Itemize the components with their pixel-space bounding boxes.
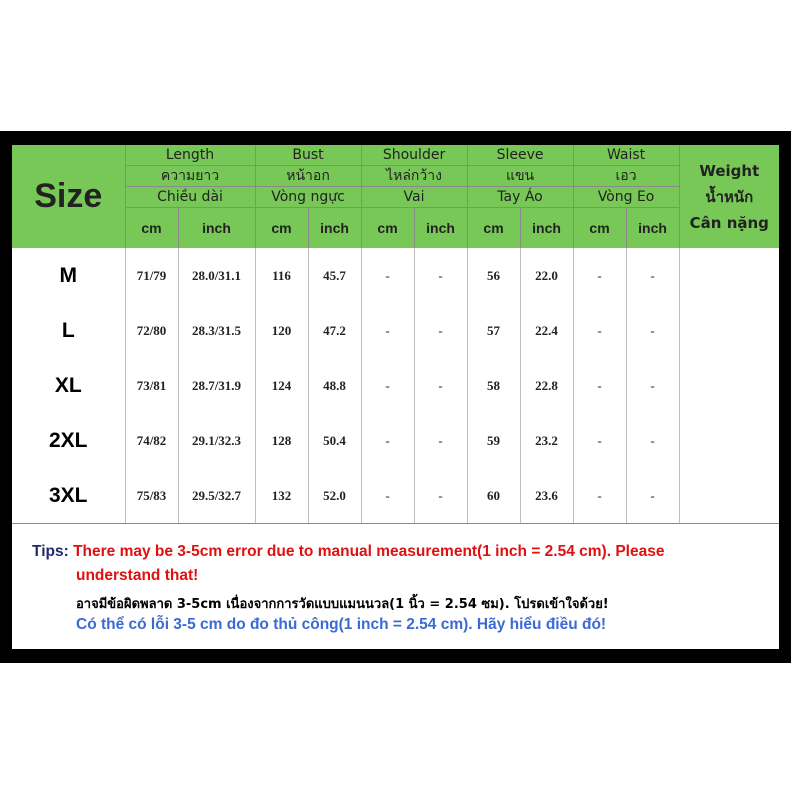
shoulder-inch-cell: - xyxy=(414,413,467,468)
weight-cell xyxy=(679,303,779,358)
waist-inch-cell: - xyxy=(626,248,679,303)
length-header-vi: Chiều dài xyxy=(125,187,255,208)
bust-header-th: หน้าอก xyxy=(255,166,361,187)
sleeve-cm-cell: 59 xyxy=(467,413,520,468)
size-chart-table xyxy=(12,145,779,524)
length-inch-unit: inch xyxy=(178,208,255,249)
bust-header-en: Bust xyxy=(255,145,361,166)
length-cm-cell: 72/80 xyxy=(125,303,178,358)
bust-inch-cell: 48.8 xyxy=(308,358,361,413)
table-row xyxy=(12,468,779,524)
sleeve-inch-cell: 22.8 xyxy=(520,358,573,413)
bust-inch-cell: 45.7 xyxy=(308,248,361,303)
sleeve-inch-cell: 23.6 xyxy=(520,468,573,524)
tips-english-line-1: There may be 3-5cm error due to manual measurement(1 inch = 2.54 cm). Please xyxy=(73,543,665,560)
shoulder-inch-unit: inch xyxy=(414,208,467,249)
bust-cm-cell: 116 xyxy=(255,248,308,303)
shoulder-inch-cell: - xyxy=(414,303,467,358)
bust-inch-cell: 47.2 xyxy=(308,303,361,358)
bust-inch-unit: inch xyxy=(308,208,361,249)
length-inch-cell: 29.5/32.7 xyxy=(178,468,255,524)
length-header-en: Length xyxy=(125,145,255,166)
length-inch-cell: 28.7/31.9 xyxy=(178,358,255,413)
sleeve-cm-unit: cm xyxy=(467,208,520,249)
sleeve-cm-cell: 60 xyxy=(467,468,520,524)
sleeve-inch-unit: inch xyxy=(520,208,573,249)
shoulder-inch-cell: - xyxy=(414,358,467,413)
bust-cm-cell: 124 xyxy=(255,358,308,413)
size-label: XL xyxy=(12,358,125,413)
length-inch-cell: 28.0/31.1 xyxy=(178,248,255,303)
waist-cm-cell: - xyxy=(573,468,626,524)
waist-header-th: เอว xyxy=(573,166,679,187)
sleeve-inch-cell: 22.0 xyxy=(520,248,573,303)
tips-thai-line: อาจมีข้อผิดพลาด 3-5cm เนื่องจากการวัดแบบแมนนวล(1 นิ้ว = 2.54 ซม). โปรดเข้าใจด้วย! xyxy=(76,597,609,612)
table-row xyxy=(12,303,779,358)
tips-english-line-2: understand that! xyxy=(76,567,199,584)
bust-inch-cell: 52.0 xyxy=(308,468,361,524)
bust-cm-cell: 120 xyxy=(255,303,308,358)
size-label: M xyxy=(12,248,125,303)
sleeve-inch-cell: 23.2 xyxy=(520,413,573,468)
waist-inch-cell: - xyxy=(626,358,679,413)
weight-header-vi: Cân nặng xyxy=(689,213,769,232)
shoulder-cm-unit: cm xyxy=(361,208,414,249)
length-cm-cell: 75/83 xyxy=(125,468,178,524)
tips-line-1 xyxy=(32,543,664,561)
sleeve-cm-cell: 56 xyxy=(467,248,520,303)
length-inch-cell: 29.1/32.3 xyxy=(178,413,255,468)
sleeve-cm-cell: 58 xyxy=(467,358,520,413)
sleeve-inch-cell: 22.4 xyxy=(520,303,573,358)
shoulder-inch-cell: - xyxy=(414,248,467,303)
waist-cm-cell: - xyxy=(573,303,626,358)
length-cm-cell: 71/79 xyxy=(125,248,178,303)
weight-cell xyxy=(679,468,779,524)
waist-header-vi: Vòng Eo xyxy=(573,187,679,208)
size-label: 2XL xyxy=(12,413,125,468)
tips-label: Tips: xyxy=(32,543,69,560)
weight-cell xyxy=(679,248,779,303)
size-header: Size xyxy=(12,145,125,248)
bust-inch-cell: 50.4 xyxy=(308,413,361,468)
table-row xyxy=(12,358,779,413)
weight-header-th: น้ำหนัก xyxy=(705,187,754,206)
waist-cm-unit: cm xyxy=(573,208,626,249)
waist-header-en: Waist xyxy=(573,145,679,166)
weight-cell xyxy=(679,413,779,468)
bust-cm-cell: 132 xyxy=(255,468,308,524)
size-label: 3XL xyxy=(12,468,125,524)
waist-cm-cell: - xyxy=(573,413,626,468)
tips-section xyxy=(12,540,779,649)
waist-cm-cell: - xyxy=(573,248,626,303)
length-cm-cell: 73/81 xyxy=(125,358,178,413)
shoulder-cm-cell: - xyxy=(361,358,414,413)
shoulder-cm-cell: - xyxy=(361,303,414,358)
length-cm-unit: cm xyxy=(125,208,178,249)
shoulder-header-vi: Vai xyxy=(361,187,467,208)
bust-cm-cell: 128 xyxy=(255,413,308,468)
length-inch-cell: 28.3/31.5 xyxy=(178,303,255,358)
waist-inch-unit: inch xyxy=(626,208,679,249)
sleeve-header-th: แขน xyxy=(467,166,573,187)
sleeve-header-vi: Tay Áo xyxy=(467,187,573,208)
waist-cm-cell: - xyxy=(573,358,626,413)
size-label: L xyxy=(12,303,125,358)
waist-inch-cell: - xyxy=(626,303,679,358)
shoulder-inch-cell: - xyxy=(414,468,467,524)
bust-header-vi: Vòng ngực xyxy=(255,187,361,208)
sleeve-cm-cell: 57 xyxy=(467,303,520,358)
length-header-th: ความยาว xyxy=(125,166,255,187)
weight-header-en: Weight xyxy=(699,161,760,180)
length-cm-cell: 74/82 xyxy=(125,413,178,468)
shoulder-cm-cell: - xyxy=(361,248,414,303)
shoulder-cm-cell: - xyxy=(361,413,414,468)
table-row xyxy=(12,413,779,468)
table-row xyxy=(12,248,779,303)
waist-inch-cell: - xyxy=(626,413,679,468)
tips-vietnamese-line: Có thể có lỗi 3-5 cm do đo thủ công(1 inch = 2.54 cm). Hãy hiểu điều đó! xyxy=(76,616,607,633)
shoulder-header-en: Shoulder xyxy=(361,145,467,166)
bust-cm-unit: cm xyxy=(255,208,308,249)
sleeve-header-en: Sleeve xyxy=(467,145,573,166)
shoulder-cm-cell: - xyxy=(361,468,414,524)
weight-cell xyxy=(679,358,779,413)
waist-inch-cell: - xyxy=(626,468,679,524)
weight-header xyxy=(679,145,779,248)
shoulder-header-th: ไหล่กว้าง xyxy=(361,166,467,187)
